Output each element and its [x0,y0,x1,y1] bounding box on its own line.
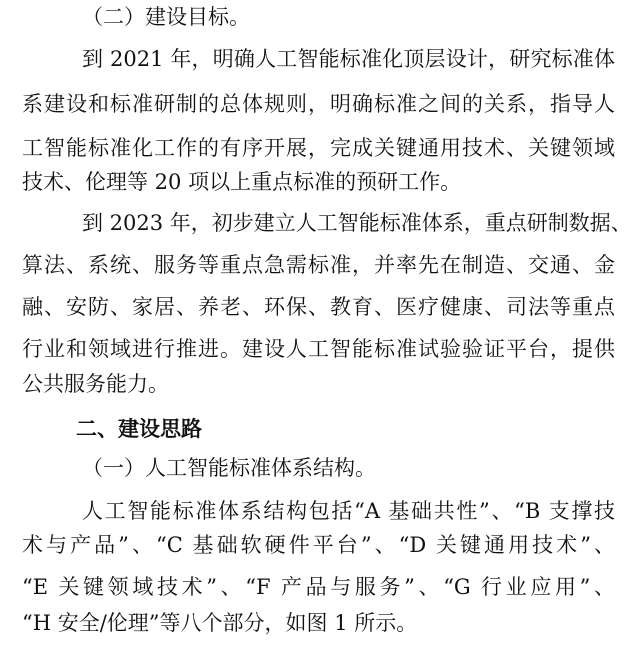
paragraph-2023-line-3: 融、安防、家居、养老、环保、教育、医疗健康、司法等重点 [22,295,615,319]
paragraph-2023-line-4: 行业和领域进行推进。建设人工智能标准试验验证平台，提供 [22,337,615,361]
sub-heading-structure: （一）人工智能标准体系结构。 [82,456,376,480]
paragraph-2021-line-3: 工智能标准化工作的有序开展，完成关键通用技术、关键领域 [22,136,615,160]
paragraph-2023-line-5: 公共服务能力。 [22,372,169,396]
paragraph-structure-line-3: “E 关键领域技术”、“F 产品与服务”、“G 行业应用”、 [22,575,615,599]
paragraph-2023-line-1: 到 2023 年，初步建立人工智能标准体系，重点研制数据、 [82,211,632,235]
paragraph-2021-line-2: 系建设和标准研制的总体规则，明确标准之间的关系，指导人 [22,92,615,116]
paragraph-structure-line-1: 人工智能标准体系结构包括“A 基础共性”、“B 支撑技 [82,499,615,523]
paragraph-structure-line-4: “H 安全/伦理”等八个部分，如图 1 所示。 [22,611,418,635]
paragraph-2023-line-2: 算法、系统、服务等重点急需标准，并率先在制造、交通、金 [22,253,615,277]
sub-heading-goals: （二）建设目标。 [82,5,250,29]
paragraph-2021-line-1: 到 2021 年，明确人工智能标准化顶层设计，研究标准体 [82,47,615,71]
paragraph-2021-line-4: 技术、伦理等 20 项以上重点标准的预研工作。 [22,170,462,194]
paragraph-structure-line-2: 术与产品”、“C 基础软硬件平台”、“D 关键通用技术”、 [22,533,615,557]
section-heading-approach: 二、建设思路 [76,416,202,441]
